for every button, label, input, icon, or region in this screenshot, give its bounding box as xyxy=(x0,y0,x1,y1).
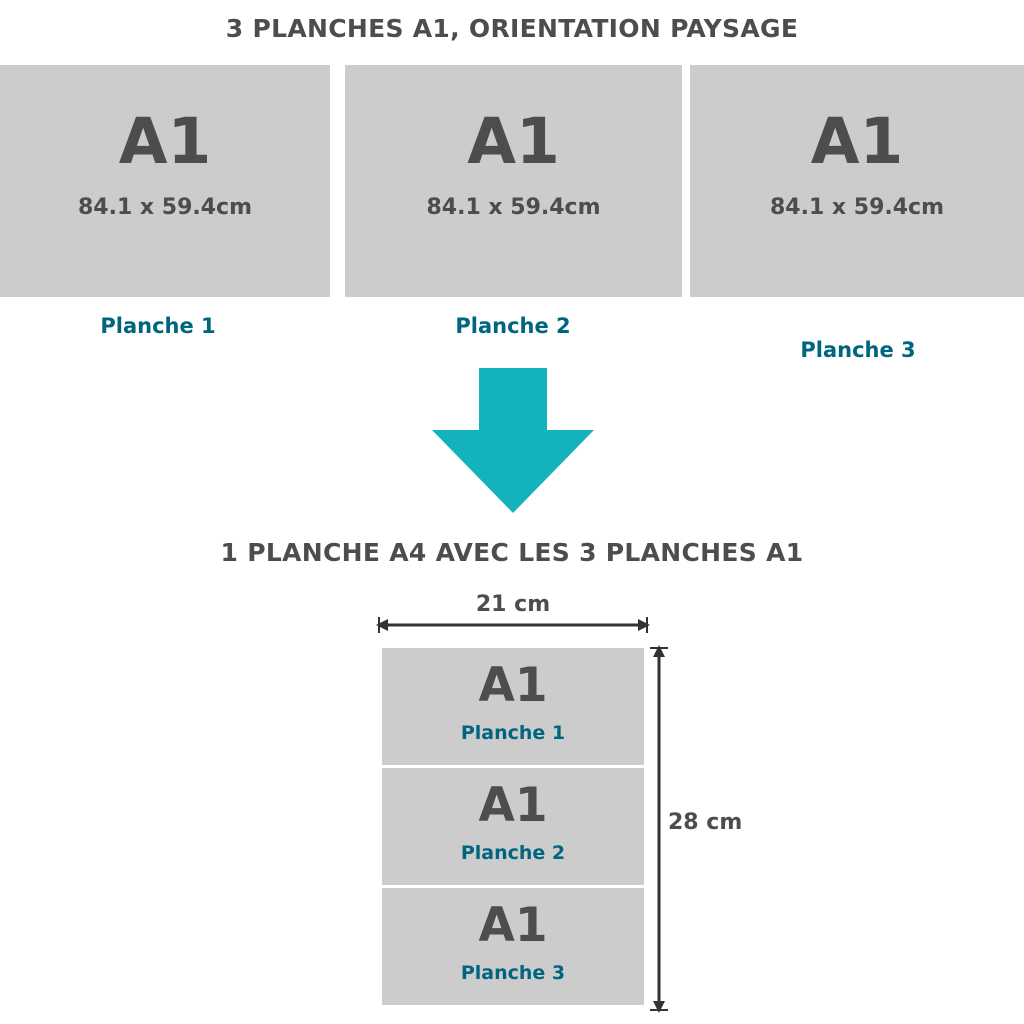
a4-row-code-2: A1 xyxy=(478,778,548,833)
a4-row-code-1: A1 xyxy=(478,658,548,713)
down-arrow-icon xyxy=(432,368,594,513)
sheet-caption-1: Planche 1 xyxy=(100,314,216,338)
a4-row-label-1: Planche 1 xyxy=(460,722,566,744)
height-measurement-label: 28 cm xyxy=(668,810,743,835)
a4-row-2 xyxy=(382,768,644,887)
sheet-dimensions-1: 84.1 x 59.4cm xyxy=(77,195,253,220)
sheet-dimensions-3: 84.1 x 59.4cm xyxy=(769,195,945,220)
sheet-dimensions-2: 84.1 x 59.4cm xyxy=(426,195,601,220)
sheet-caption-3: Planche 3 xyxy=(800,338,916,362)
a4-row-label-2: Planche 2 xyxy=(460,842,566,864)
a4-composite-sheet xyxy=(382,648,644,1011)
sheet-code-3: A1 xyxy=(810,105,904,178)
width-measurement-label: 21 cm xyxy=(475,592,551,617)
sheet-code-1: A1 xyxy=(118,105,212,178)
sheet-caption-2: Planche 2 xyxy=(455,314,571,338)
sheet-a1-2 xyxy=(345,65,682,297)
sheet-a1-3 xyxy=(690,65,1024,297)
width-measurement-arrow xyxy=(376,615,650,635)
a4-row-code-3: A1 xyxy=(478,898,548,953)
sheet-a1-1 xyxy=(0,65,330,297)
a4-row-1 xyxy=(382,648,644,767)
sheet-code-2: A1 xyxy=(467,105,560,178)
height-measurement-arrow xyxy=(648,645,670,1013)
bottom-section-title: 1 PLANCHE A4 AVEC LES 3 PLANCHES A1 xyxy=(220,538,804,567)
top-section-title: 3 PLANCHES A1, ORIENTATION PAYSAGE xyxy=(225,14,799,43)
a4-row-3 xyxy=(382,888,644,1007)
a4-row-label-3: Planche 3 xyxy=(460,962,566,984)
